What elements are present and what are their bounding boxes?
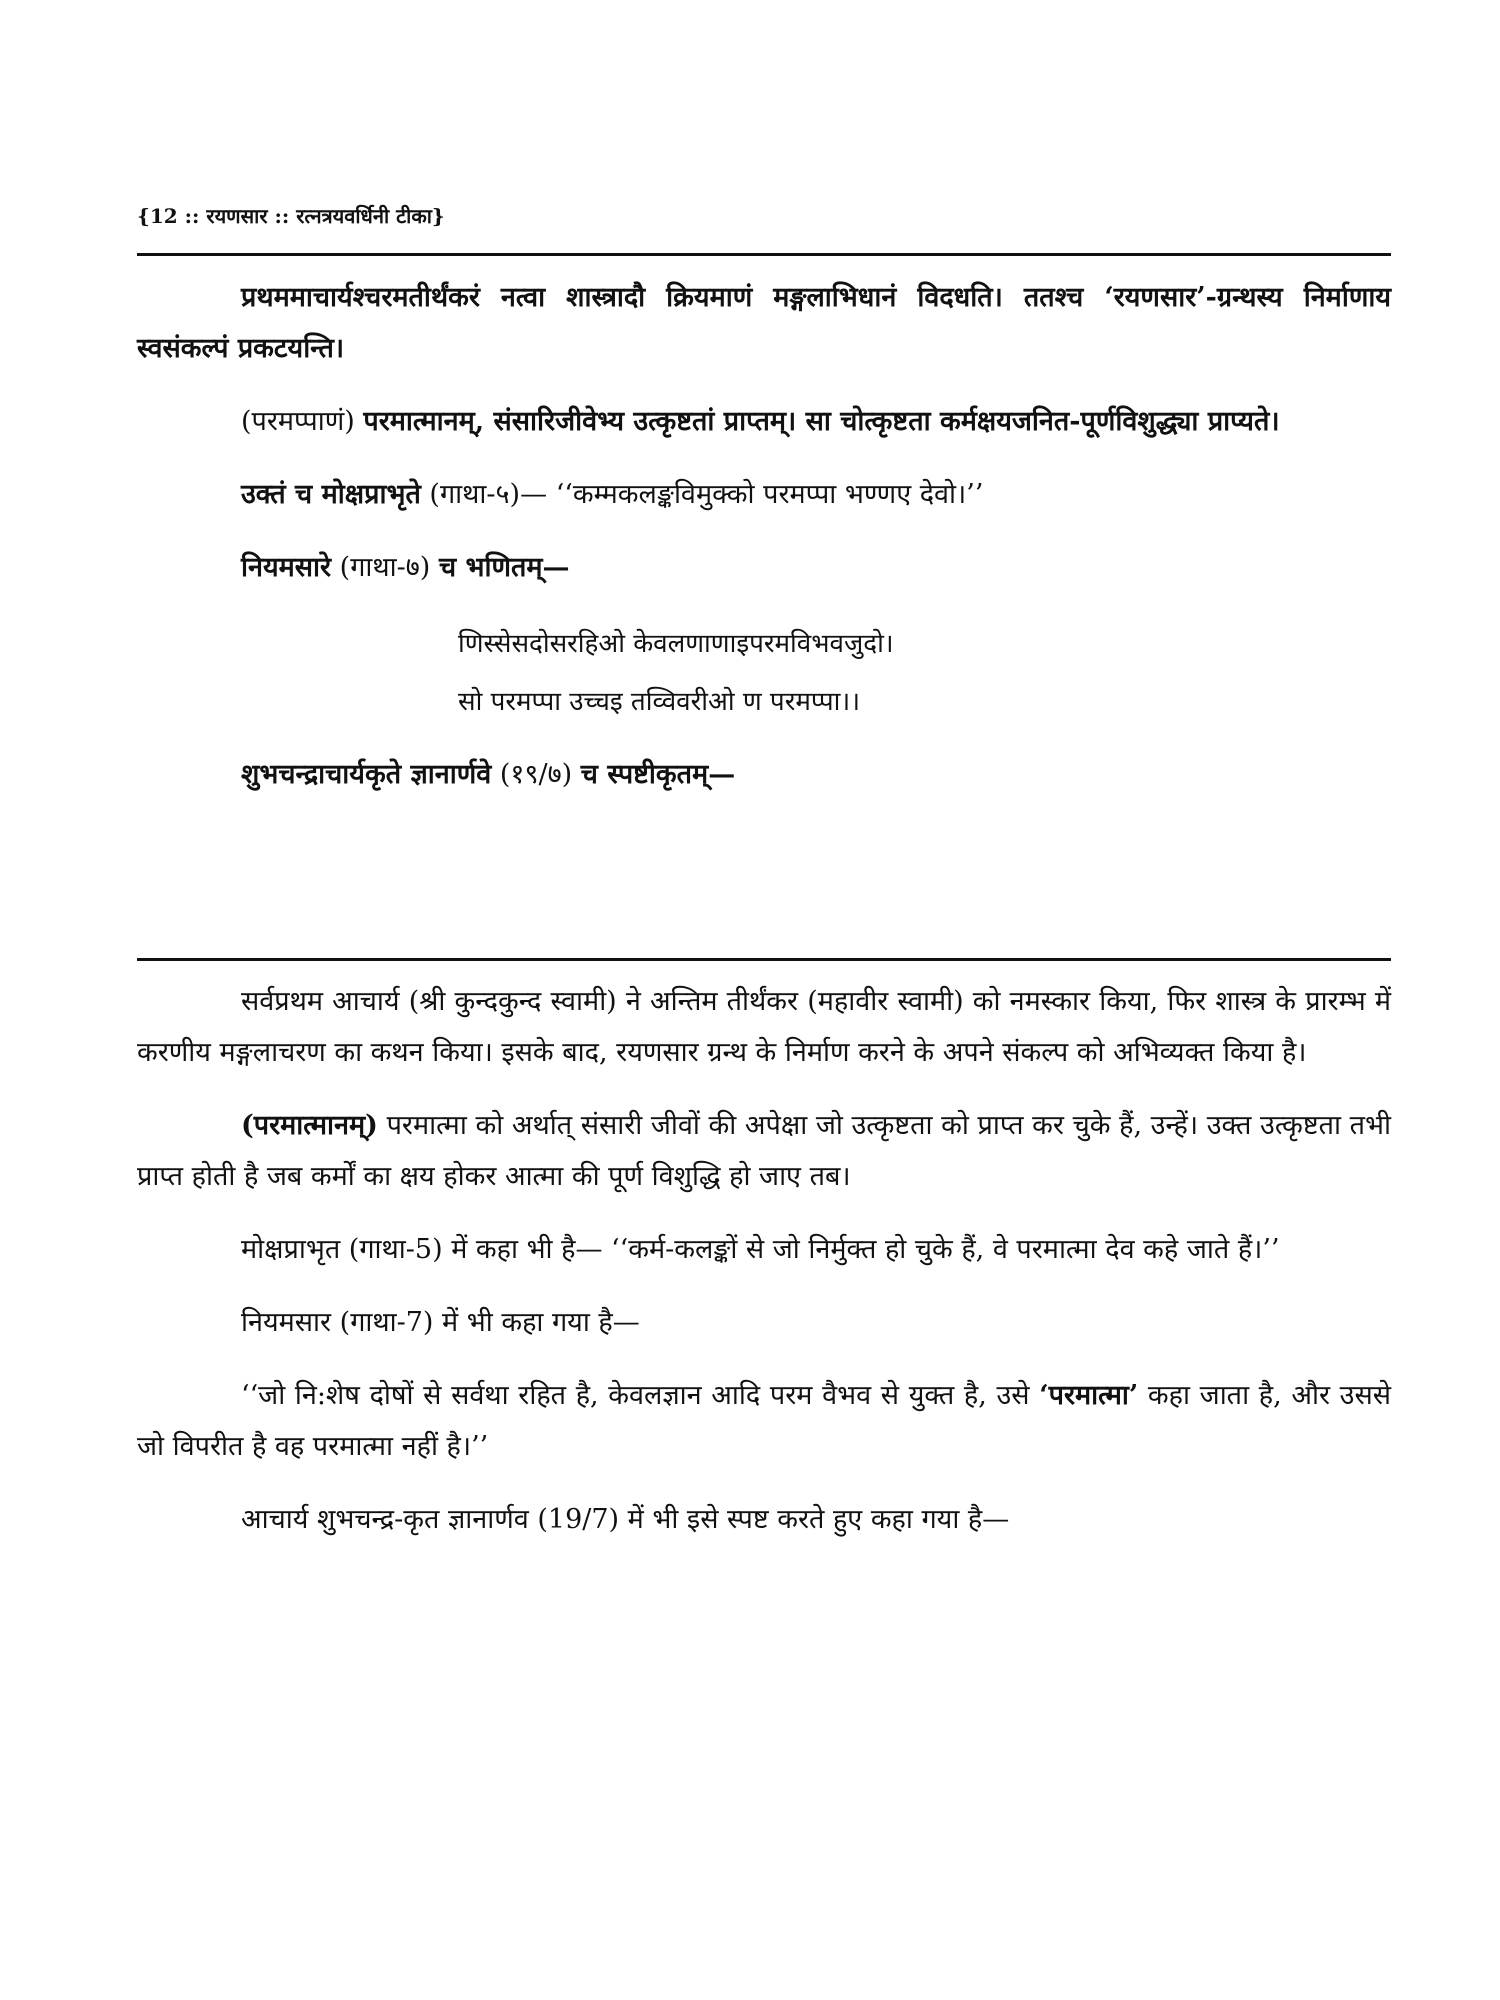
- hindi-paragraph-1: सर्वप्रथम आचार्य (श्री कुन्दकुन्द स्वामी) ने अन्तिम तीर्थंकर (महावीर स्वामी) को नमस्कार किया, फिर शास्त्र के प्रारम्भ में करणीय मङ्गलाचरण का कथन किया। इसके बाद, रयणसार ग्रन्थ के निर्माण करने के अपने संकल्प को अभिव्यक्त किया है।: [137, 986, 1391, 1068]
- hindi-paragraph-4: नियमसार (गाथा-7) में भी कहा गया है—: [241, 1307, 640, 1338]
- citation-reference: (गाथा-५)—: [429, 479, 548, 510]
- citation-tail: च स्पष्टीकृतम्—: [580, 759, 736, 790]
- citation-tail: च भणितम्—: [438, 552, 570, 583]
- citation-lead: उक्तं च मोक्षप्राभृते: [241, 479, 421, 510]
- verse-line: सो परमप्पा उच्चइ तव्विवरीओ ण परमप्पा।।: [458, 687, 861, 717]
- sanskrit-commentary: [137, 272, 1391, 822]
- hindi-term-explanation: परमात्मा को अर्थात् संसारी जीवों की अपेक्षा जो उत्कृष्टता को प्राप्त कर चुके हैं, उन्हें। उक्त उत्कृष्टता तभी प्राप्त होती है जब कर्मों का क्षय होकर आत्मा की पूर्ण विशुद्धि हो जाए तब।: [137, 1110, 1391, 1192]
- hindi-term: (परमात्मानम्): [241, 1110, 378, 1141]
- hindi-paragraph-6: आचार्य शुभचन्द्र-कृत ज्ञानार्णव (19/7) में भी इसे स्पष्ट करते हुए कहा गया है—: [241, 1504, 1010, 1535]
- sanskrit-paragraph-5: [137, 749, 1391, 800]
- hindi-paragraph-2: [137, 1100, 1391, 1202]
- hindi-quote-term: ‘परमात्मा’: [1039, 1380, 1139, 1411]
- sanskrit-paragraph-1: प्रथममाचार्यश्चरमतीर्थंकरं नत्वा शास्त्रादौ क्रियमाणं मङ्गलाभिधानं विदधति। ततश्च ‘रयणसार’-ग्रन्थस्य निर्माणाय स्वसंकल्पं प्रकटयन्ति।: [137, 282, 1391, 364]
- sanskrit-paragraph-2: [137, 396, 1391, 447]
- prakrit-verse: [137, 615, 1391, 731]
- citation-reference: (गाथा-७): [339, 552, 431, 583]
- sanskrit-gloss-text: परमात्मानम्, संसारिजीवेभ्य उत्कृष्टतां प्राप्तम्। सा चोत्कृष्टता कर्मक्षयजनित-पूर्णविशुद्ध्या प्राप्यते।: [363, 406, 1280, 437]
- hindi-paragraph-5: [137, 1370, 1391, 1472]
- citation-quote: ‘‘कम्मकलङ्कविमुक्को परमप्पा भण्णए देवो।’’: [555, 479, 984, 510]
- hindi-quote-part-1: ‘‘जो नि:शेष दोषों से सर्वथा रहित है, केवलज्ञान आदि परम वैभव से युक्त है, उसे: [241, 1380, 1030, 1411]
- hindi-paragraph-3: मोक्षप्राभृत (गाथा-5) में कहा भी है— ‘‘कर्म-कलङ्कों से जो निर्मुक्त हो चुके हैं, वे परमात्मा देव कहे जाते हैं।’’: [241, 1234, 1280, 1265]
- prakrit-gloss: (परमप्पाणं): [241, 406, 355, 437]
- running-header: {12 :: रयणसार :: रत्नत्रयवर्धिनी टीका}: [137, 204, 445, 228]
- header-rule: [137, 253, 1391, 256]
- sanskrit-paragraph-3: [137, 469, 1391, 520]
- citation-lead: नियमसारे: [241, 552, 332, 583]
- hindi-translation: [137, 976, 1391, 1567]
- section-rule: [137, 958, 1391, 961]
- sanskrit-paragraph-4: [137, 542, 1391, 593]
- citation-lead: शुभचन्द्राचार्यकृते ज्ञानार्णवे: [241, 759, 492, 790]
- citation-reference: (१९/७): [499, 759, 573, 790]
- verse-line: णिस्सेसदोसरहिओ केवलणाणाइपरमविभवजुदो।: [458, 629, 894, 659]
- hindi-quote-part-2: कहा जाता है, और उससे जो विपरीत है वह परमात्मा नहीं है।’’: [137, 1380, 1391, 1462]
